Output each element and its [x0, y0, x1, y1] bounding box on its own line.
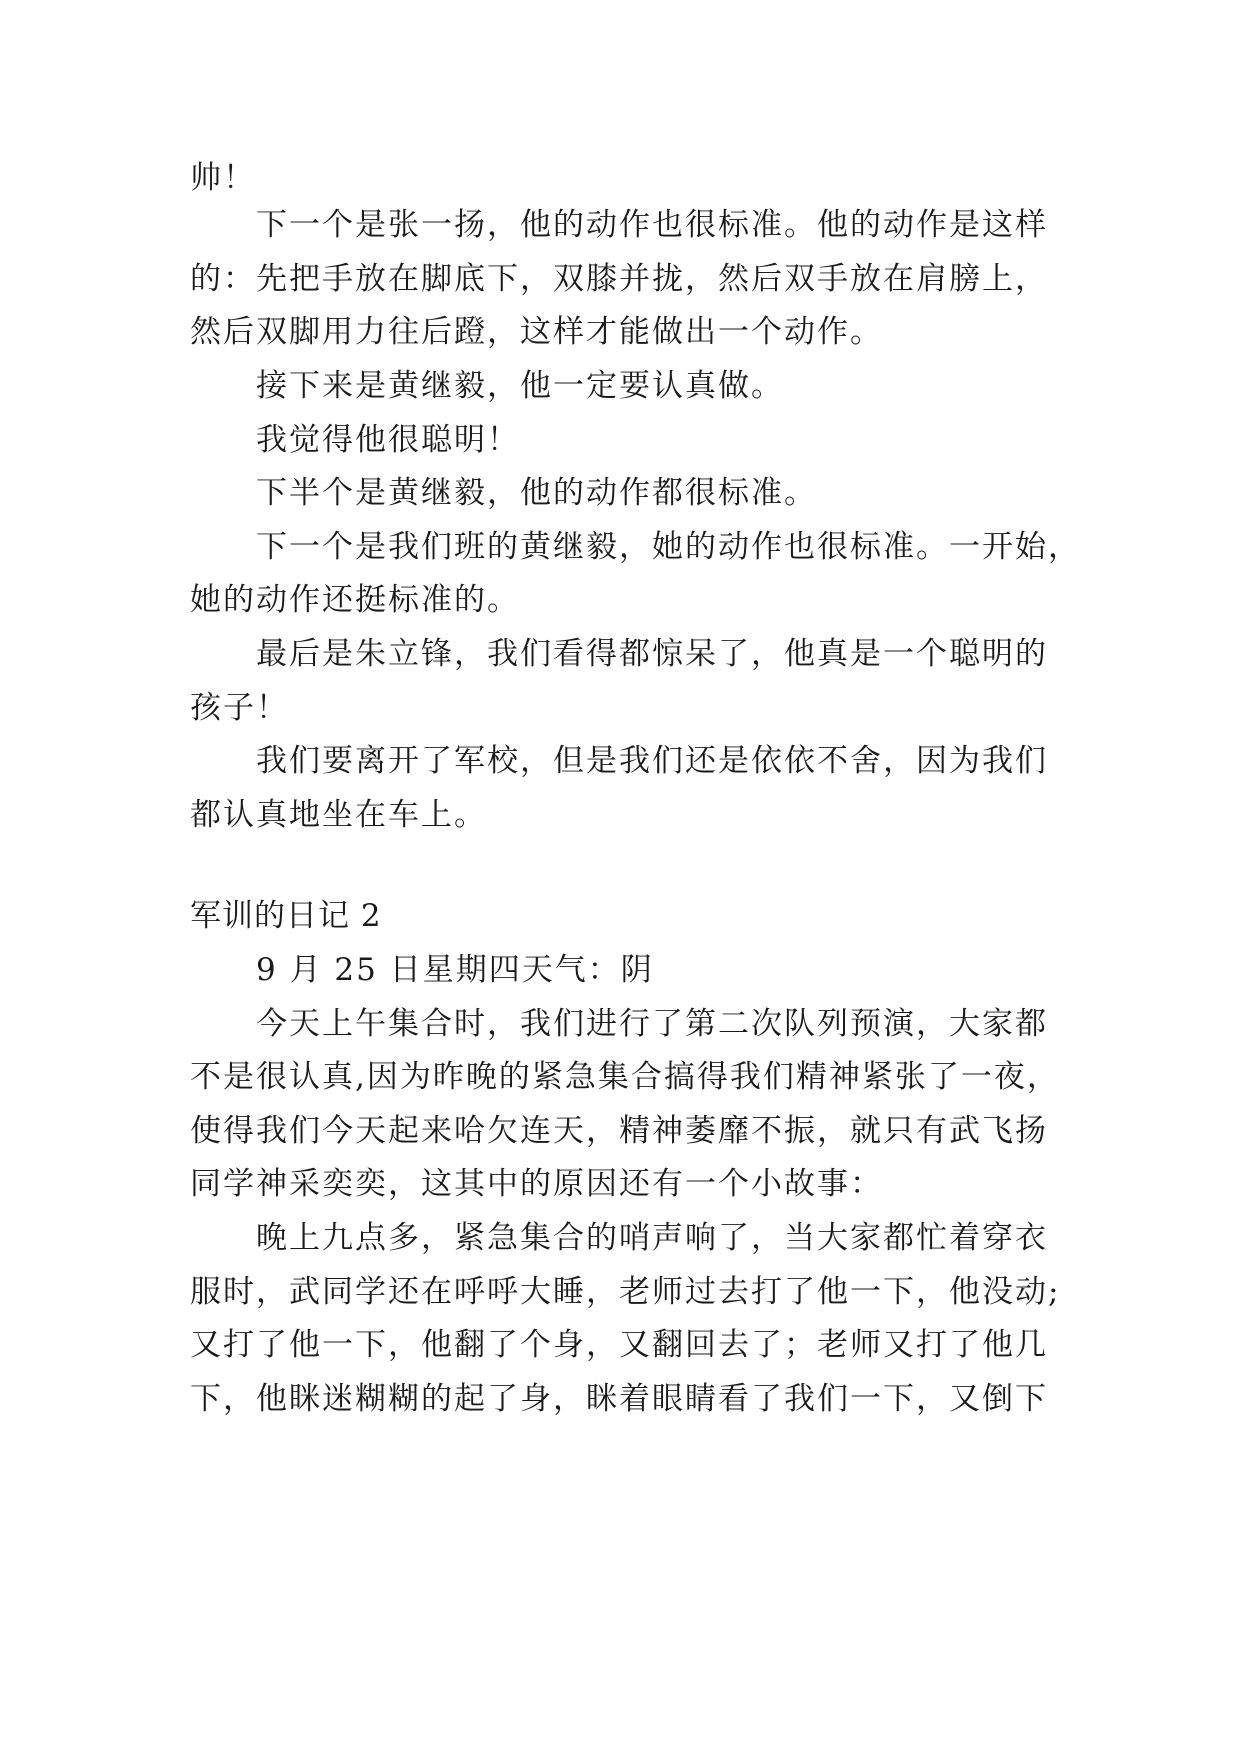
- text-line: 她的动作还挺标准的。: [190, 582, 520, 618]
- text-line: 我觉得他很聪明！: [256, 422, 520, 458]
- text-line: 同学神采奕奕，这其中的原因还有一个小故事：: [190, 1166, 883, 1202]
- text-line: 不是很认真,因为昨晚的紧急集合搞得我们精神紧张了一夜，: [190, 1059, 1060, 1095]
- text-line: 我们要离开了军校，但是我们还是依依不舍，因为我们: [256, 743, 1048, 779]
- text-line: 下一个是张一扬，他的动作也很标准。他的动作是这样: [256, 207, 1048, 243]
- text-line: 然后双脚用力往后蹬，这样才能做出一个动作。: [190, 314, 883, 350]
- text-line: 又打了他一下，他翻了个身，又翻回去了；老师又打了他几: [190, 1327, 1048, 1363]
- text-line: 的：先把手放在脚底下，双膝并拢，然后双手放在肩膀上，: [190, 261, 1048, 297]
- date-line: 9 月 25 日星期四天气：阴: [256, 952, 654, 988]
- text-line: 孩子！: [190, 690, 289, 726]
- text-line: 晚上九点多，紧急集合的哨声响了，当大家都忙着穿衣: [256, 1220, 1048, 1256]
- text-line: 使得我们今天起来哈欠连天，精神萎靡不振，就只有武飞扬: [190, 1113, 1048, 1149]
- text-line: 帅！: [190, 160, 256, 196]
- text-line: 今天上午集合时，我们进行了第二次队列预演，大家都: [256, 1006, 1048, 1042]
- text-line: 服时，武同学还在呼呼大睡，老师过去打了他一下，他没动;: [190, 1274, 1061, 1310]
- text-line: 下一个是我们班的黄继毅，她的动作也很标准。一开始，: [256, 529, 1081, 565]
- section-title: 军训的日记 2: [190, 898, 382, 934]
- text-line: 下，他眯迷糊糊的起了身，眯着眼睛看了我们一下，又倒下: [190, 1381, 1048, 1417]
- text-line: 都认真地坐在车上。: [190, 797, 487, 833]
- text-line: 最后是朱立锋，我们看得都惊呆了，他真是一个聪明的: [256, 636, 1048, 672]
- text-line: 接下来是黄继毅，他一定要认真做。: [256, 368, 784, 404]
- text-line: 下半个是黄继毅，他的动作都很标准。: [256, 475, 817, 511]
